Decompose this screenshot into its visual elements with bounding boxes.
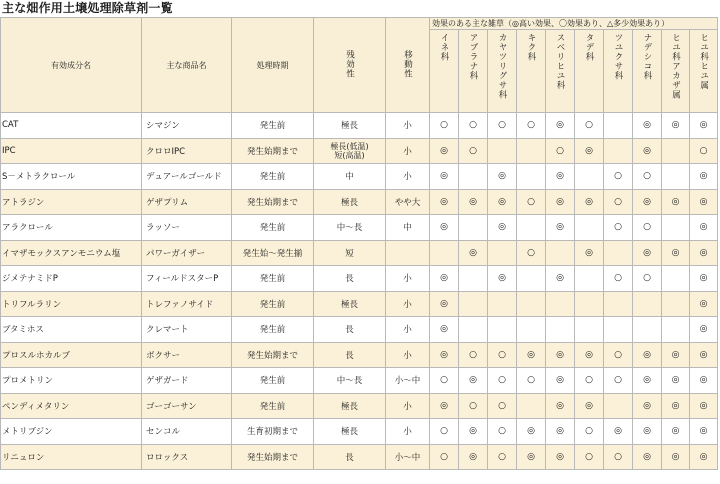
effect-mark: ◎ xyxy=(690,444,718,470)
effect-mark xyxy=(604,291,633,317)
effect-mark: ○ xyxy=(604,164,633,190)
effect-mark xyxy=(517,291,546,317)
table-row xyxy=(1,368,718,394)
timing-cell: 発生前 xyxy=(232,368,314,394)
persistence-cell: 短 xyxy=(314,240,386,266)
effect-mark: ◎ xyxy=(690,419,718,445)
effect-mark: ○ xyxy=(575,113,604,139)
product-cell: シマジン xyxy=(142,113,232,139)
header-product: 主な商品名 xyxy=(142,18,232,113)
timing-cell: 発生前 xyxy=(232,215,314,241)
effect-mark: ◎ xyxy=(690,189,718,215)
effect-mark: ◎ xyxy=(575,240,604,266)
effect-mark: ○ xyxy=(517,240,546,266)
effect-mark xyxy=(575,291,604,317)
effect-mark: ◎ xyxy=(546,164,575,190)
effect-mark xyxy=(604,138,633,164)
timing-cell: 発生始期まで xyxy=(232,444,314,470)
effect-mark: ◎ xyxy=(430,215,459,241)
product-cell: ゲザプリム xyxy=(142,189,232,215)
effect-mark: ○ xyxy=(459,113,488,139)
header-weed-abura: アブラナ科 xyxy=(459,30,488,113)
header-weed-kiku: キク科 xyxy=(517,30,546,113)
effect-mark: ◎ xyxy=(459,368,488,394)
persistence-cell: 極長 xyxy=(314,189,386,215)
ingredient-cell: イマザモックスアンモニウム塩 xyxy=(1,240,142,266)
effect-mark: ○ xyxy=(488,368,517,394)
header-ingredient: 有効成分名 xyxy=(1,18,142,113)
effect-mark: ○ xyxy=(604,215,633,241)
effect-mark xyxy=(604,113,633,139)
effect-mark xyxy=(517,393,546,419)
effect-mark: ◎ xyxy=(662,444,690,470)
effect-mark: ◎ xyxy=(459,189,488,215)
effect-mark: ○ xyxy=(575,419,604,445)
effect-mark: ◎ xyxy=(662,419,690,445)
effect-mark xyxy=(662,138,690,164)
table-row xyxy=(1,342,718,368)
effect-mark: ○ xyxy=(575,368,604,394)
persistence-cell: 極長 xyxy=(314,393,386,419)
effect-mark xyxy=(546,317,575,343)
effect-mark: ◎ xyxy=(517,342,546,368)
table-row xyxy=(1,164,718,190)
effect-mark: ◎ xyxy=(546,419,575,445)
persistence-cell: 極長(低温) 短(高温) xyxy=(314,138,386,164)
effect-mark: ◎ xyxy=(633,113,662,139)
timing-cell: 生育初期まで xyxy=(232,419,314,445)
effect-mark: ◎ xyxy=(633,444,662,470)
effect-mark: ◎ xyxy=(430,164,459,190)
product-cell: ゴーゴーサン xyxy=(142,393,232,419)
table-row xyxy=(1,113,718,139)
effect-mark xyxy=(517,138,546,164)
effect-mark: ◎ xyxy=(690,113,718,139)
effect-mark: ◎ xyxy=(633,368,662,394)
effect-mark: ◎ xyxy=(488,189,517,215)
effect-mark: ◎ xyxy=(488,164,517,190)
ingredient-cell: CAT xyxy=(1,113,142,139)
effect-mark: ○ xyxy=(488,419,517,445)
effect-mark: ◎ xyxy=(662,393,690,419)
ingredient-cell: IPC xyxy=(1,138,142,164)
effect-mark: ◎ xyxy=(430,266,459,292)
product-cell: フィールドスターP xyxy=(142,266,232,292)
mobility-cell: やや大 xyxy=(386,189,430,215)
effect-mark xyxy=(575,164,604,190)
timing-cell: 発生始期まで xyxy=(232,342,314,368)
effect-mark: ○ xyxy=(488,444,517,470)
effect-mark: ◎ xyxy=(690,164,718,190)
header-mobility: 移動性 xyxy=(386,18,430,113)
effect-mark xyxy=(662,164,690,190)
header-persistence: 残効性 xyxy=(314,18,386,113)
effect-mark xyxy=(662,215,690,241)
effect-mark: ◎ xyxy=(575,393,604,419)
mobility-cell: 小 xyxy=(386,419,430,445)
product-cell: センコル xyxy=(142,419,232,445)
effect-mark: ○ xyxy=(488,342,517,368)
effect-mark: ◎ xyxy=(633,138,662,164)
effect-mark: ○ xyxy=(459,342,488,368)
ingredient-cell: アトラジン xyxy=(1,189,142,215)
effect-mark: ◎ xyxy=(633,342,662,368)
persistence-cell: 長 xyxy=(314,342,386,368)
effect-mark: ◎ xyxy=(459,419,488,445)
effect-mark: ○ xyxy=(604,266,633,292)
effect-mark: ◎ xyxy=(430,317,459,343)
effect-mark xyxy=(459,317,488,343)
mobility-cell: 中 xyxy=(386,215,430,241)
effect-mark: ○ xyxy=(430,368,459,394)
header-weed-suberihiyu: スベリヒユ科 xyxy=(546,30,575,113)
effect-mark: ◎ xyxy=(633,393,662,419)
persistence-cell: 極長 xyxy=(314,291,386,317)
effect-mark: ◎ xyxy=(633,419,662,445)
effect-mark: ◎ xyxy=(575,189,604,215)
effect-mark: ○ xyxy=(488,393,517,419)
effect-mark: ○ xyxy=(517,368,546,394)
timing-cell: 発生前 xyxy=(232,393,314,419)
effect-mark: ○ xyxy=(575,444,604,470)
effect-mark: ○ xyxy=(517,113,546,139)
effect-mark: ◎ xyxy=(546,368,575,394)
header-weed-akaza: ヒユ科アカザ属 xyxy=(662,30,690,113)
effect-mark: ◎ xyxy=(690,240,718,266)
effect-mark: ○ xyxy=(517,189,546,215)
effect-mark: ◎ xyxy=(662,189,690,215)
effect-mark xyxy=(459,215,488,241)
effect-mark xyxy=(662,291,690,317)
ingredient-cell: メトリブジン xyxy=(1,419,142,445)
product-cell: クロロIPC xyxy=(142,138,232,164)
timing-cell: 発生前 xyxy=(232,164,314,190)
effect-mark: ◎ xyxy=(546,266,575,292)
effect-mark: ○ xyxy=(546,138,575,164)
effect-mark: ◎ xyxy=(430,291,459,317)
header-timing: 処理時期 xyxy=(232,18,314,113)
effect-mark: ○ xyxy=(633,266,662,292)
effect-mark: ○ xyxy=(633,215,662,241)
effect-mark: ◎ xyxy=(604,419,633,445)
effect-mark: ○ xyxy=(633,164,662,190)
effect-mark: ◎ xyxy=(662,113,690,139)
effect-mark: ◎ xyxy=(517,444,546,470)
page-title: 主な畑作用土壌処理除草剤一覧 xyxy=(2,1,173,15)
ingredient-cell: S－メトラクロール xyxy=(1,164,142,190)
effect-mark: ◎ xyxy=(662,240,690,266)
timing-cell: 発生始期まで xyxy=(232,138,314,164)
effect-mark: ◎ xyxy=(690,368,718,394)
mobility-cell: 小～中 xyxy=(386,368,430,394)
effect-mark: ◎ xyxy=(546,393,575,419)
ingredient-cell: ブタミホス xyxy=(1,317,142,343)
timing-cell: 発生前 xyxy=(232,291,314,317)
table-row xyxy=(1,419,718,445)
persistence-cell: 長 xyxy=(314,444,386,470)
table-row xyxy=(1,189,718,215)
product-cell: パワーガイザー xyxy=(142,240,232,266)
effect-mark: ◎ xyxy=(575,342,604,368)
mobility-cell: 小 xyxy=(386,342,430,368)
effect-mark xyxy=(546,240,575,266)
effect-mark xyxy=(459,164,488,190)
effect-mark xyxy=(575,215,604,241)
effect-mark xyxy=(662,266,690,292)
effect-mark: ◎ xyxy=(546,444,575,470)
effect-mark xyxy=(459,291,488,317)
product-cell: デュアールゴールド xyxy=(142,164,232,190)
persistence-cell: 中～長 xyxy=(314,368,386,394)
persistence-cell: 極長 xyxy=(314,113,386,139)
effect-mark xyxy=(633,317,662,343)
timing-cell: 発生始～発生揃 xyxy=(232,240,314,266)
mobility-cell: 小 xyxy=(386,291,430,317)
effect-mark: ○ xyxy=(430,113,459,139)
effect-mark: ◎ xyxy=(488,266,517,292)
effect-mark: ○ xyxy=(430,444,459,470)
persistence-cell: 中 xyxy=(314,164,386,190)
effect-mark: ◎ xyxy=(690,393,718,419)
effect-mark xyxy=(633,291,662,317)
effect-mark: ◎ xyxy=(459,444,488,470)
table-row xyxy=(1,240,718,266)
effect-mark: ◎ xyxy=(690,317,718,343)
effect-mark xyxy=(459,266,488,292)
effect-mark xyxy=(517,215,546,241)
effect-mark: ◎ xyxy=(633,189,662,215)
effect-mark: ○ xyxy=(430,419,459,445)
effect-mark: ○ xyxy=(459,393,488,419)
effect-mark: ◎ xyxy=(662,342,690,368)
effect-mark xyxy=(488,317,517,343)
header-weed-tsuyukusa: ツユクサ科 xyxy=(604,30,633,113)
effect-mark xyxy=(488,138,517,164)
mobility-cell: 小 xyxy=(386,164,430,190)
effect-mark: ◎ xyxy=(430,189,459,215)
effect-mark: ◎ xyxy=(546,189,575,215)
mobility-cell: 小 xyxy=(386,317,430,343)
effect-mark: ◎ xyxy=(633,240,662,266)
effect-mark: ○ xyxy=(604,444,633,470)
effect-mark: ◎ xyxy=(575,138,604,164)
mobility-cell: 小 xyxy=(386,393,430,419)
effect-mark xyxy=(488,240,517,266)
header-effect-group: 効果のある主な雑草（◎高い効果、〇効果あり、△多少効果あり） xyxy=(430,18,718,30)
effect-mark: ◎ xyxy=(459,240,488,266)
effect-mark: ○ xyxy=(604,342,633,368)
effect-mark: ○ xyxy=(690,138,718,164)
ingredient-cell: ジメテナミドP xyxy=(1,266,142,292)
ingredient-cell: トリフルラリン xyxy=(1,291,142,317)
persistence-cell: 極長 xyxy=(314,419,386,445)
effect-mark xyxy=(517,266,546,292)
effect-mark: ◎ xyxy=(662,368,690,394)
effect-mark xyxy=(488,291,517,317)
effect-mark: ○ xyxy=(604,368,633,394)
table-body xyxy=(1,113,718,470)
effect-mark: ◎ xyxy=(690,342,718,368)
table-row xyxy=(1,138,718,164)
ingredient-cell: アラクロール xyxy=(1,215,142,241)
mobility-cell xyxy=(386,240,430,266)
effect-mark xyxy=(517,317,546,343)
effect-mark: ◎ xyxy=(546,215,575,241)
effect-mark: ◎ xyxy=(430,393,459,419)
timing-cell: 発生前 xyxy=(232,266,314,292)
table-row xyxy=(1,444,718,470)
effect-mark xyxy=(662,317,690,343)
ingredient-cell: プロスルホカルブ xyxy=(1,342,142,368)
effect-mark: ○ xyxy=(604,189,633,215)
effect-mark xyxy=(546,291,575,317)
ingredient-cell: プロメトリン xyxy=(1,368,142,394)
timing-cell: 発生前 xyxy=(232,113,314,139)
herbicide-table xyxy=(0,17,718,470)
header-weed-hiyu: ヒユ科ヒユ属 xyxy=(690,30,718,113)
effect-mark: ○ xyxy=(488,113,517,139)
effect-mark: ◎ xyxy=(546,342,575,368)
persistence-cell: 長 xyxy=(314,266,386,292)
effect-mark xyxy=(575,317,604,343)
effect-mark: ◎ xyxy=(430,138,459,164)
persistence-cell: 長 xyxy=(314,317,386,343)
table-row xyxy=(1,291,718,317)
ingredient-cell: ペンディメタリン xyxy=(1,393,142,419)
effect-mark: ◎ xyxy=(690,266,718,292)
effect-mark: ◎ xyxy=(690,291,718,317)
product-cell: ゲザガード xyxy=(142,368,232,394)
effect-mark xyxy=(604,393,633,419)
table-row xyxy=(1,215,718,241)
product-cell: クレマート xyxy=(142,317,232,343)
mobility-cell: 小 xyxy=(386,266,430,292)
product-cell: トレファノサイド xyxy=(142,291,232,317)
table-row xyxy=(1,393,718,419)
header-weed-ine: イネ科 xyxy=(430,30,459,113)
effect-mark: ◎ xyxy=(690,215,718,241)
table-row xyxy=(1,317,718,343)
header-weed-kayatsuri: カヤツリグサ科 xyxy=(488,30,517,113)
effect-mark: ◎ xyxy=(517,419,546,445)
product-cell: ボクサー xyxy=(142,342,232,368)
effect-mark xyxy=(604,317,633,343)
header-weed-tade: タデ科 xyxy=(575,30,604,113)
product-cell: ロロックス xyxy=(142,444,232,470)
timing-cell: 発生前 xyxy=(232,317,314,343)
table-row xyxy=(1,266,718,292)
mobility-cell: 小～中 xyxy=(386,444,430,470)
effect-mark xyxy=(575,266,604,292)
mobility-cell: 小 xyxy=(386,113,430,139)
effect-mark xyxy=(517,164,546,190)
timing-cell: 発生始期まで xyxy=(232,189,314,215)
header-weed-nadeshiko: ナデシコ科 xyxy=(633,30,662,113)
mobility-cell: 小 xyxy=(386,138,430,164)
effect-mark: ◎ xyxy=(430,342,459,368)
persistence-cell: 中～長 xyxy=(314,215,386,241)
ingredient-cell: リニュロン xyxy=(1,444,142,470)
effect-mark xyxy=(604,240,633,266)
product-cell: ラッソー xyxy=(142,215,232,241)
effect-mark xyxy=(430,240,459,266)
effect-mark: ○ xyxy=(459,138,488,164)
effect-mark: ◎ xyxy=(488,215,517,241)
effect-mark: ◎ xyxy=(546,113,575,139)
